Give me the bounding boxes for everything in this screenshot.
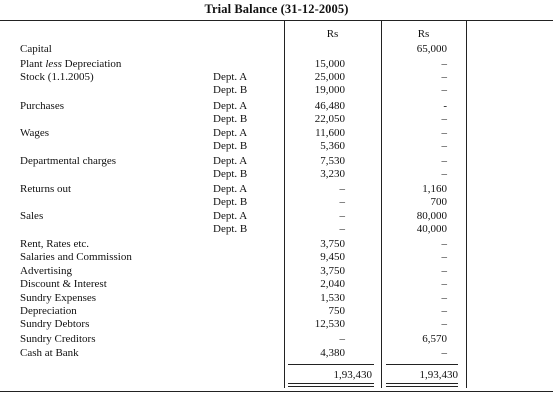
row-credit-amount: - — [443, 100, 447, 112]
row-credit-amount: – — [441, 155, 447, 167]
row-debit-amount: – — [339, 333, 345, 345]
row-debit-amount: 46,480 — [314, 100, 345, 112]
row-debit-amount: – — [339, 183, 345, 195]
row-particulars: Sales — [20, 210, 44, 222]
row-debit-amount: 1,530 — [320, 292, 345, 304]
row-department: Dept. A — [213, 183, 248, 195]
row-credit-amount: – — [441, 127, 447, 139]
row-debit-amount: 25,000 — [314, 71, 345, 83]
totals-bottom-rule-dr-1 — [288, 383, 374, 384]
row-credit-amount: – — [441, 58, 447, 70]
row-credit-amount: – — [441, 305, 447, 317]
row-department: Dept. B — [213, 140, 248, 152]
row-debit-amount: – — [339, 210, 345, 222]
row-debit-amount: 12,530 — [314, 318, 345, 330]
row-debit-amount: 7,530 — [320, 155, 345, 167]
row-debit-amount: 3,750 — [320, 238, 345, 250]
row-credit-amount: 80,000 — [416, 210, 447, 222]
row-department: Dept. B — [213, 168, 248, 180]
totals-top-rule-dr — [288, 364, 374, 365]
dr-column-header: Rs — [326, 28, 339, 40]
row-particulars: Sundry Creditors — [20, 333, 96, 345]
row-department: Dept. B — [213, 196, 248, 208]
row-credit-amount: – — [441, 251, 447, 263]
row-particulars: Sundry Expenses — [20, 292, 97, 304]
row-credit-amount: – — [441, 168, 447, 180]
row-debit-amount: 9,450 — [320, 251, 345, 263]
cr-column-right-rule — [466, 20, 467, 388]
row-debit-amount: – — [339, 196, 345, 208]
row-credit-amount: – — [441, 84, 447, 96]
row-particulars: Plant less Depreciation — [20, 58, 122, 70]
row-department: Dept. B — [213, 84, 248, 96]
row-particulars: Purchases — [20, 100, 64, 112]
row-credit-amount: – — [441, 238, 447, 250]
totals-bottom-rule-cr-2 — [386, 386, 458, 387]
row-debit-amount: 3,230 — [320, 168, 345, 180]
row-particulars: Cash at Bank — [20, 347, 79, 359]
row-debit-amount: 22,050 — [314, 113, 345, 125]
row-particulars: Returns out — [20, 183, 72, 195]
row-particulars: Sundry Debtors — [20, 318, 90, 330]
row-particulars: Advertising — [20, 265, 72, 277]
table-top-rule — [0, 20, 553, 21]
row-particulars: Discount & Interest — [20, 278, 107, 290]
row-debit-amount: 750 — [328, 305, 345, 317]
row-debit-amount: 3,750 — [320, 265, 345, 277]
row-credit-amount: 6,570 — [422, 333, 447, 345]
row-department: Dept. B — [213, 113, 248, 125]
cr-column-header: Rs — [417, 28, 430, 40]
row-credit-amount: – — [441, 292, 447, 304]
row-credit-amount: – — [441, 265, 447, 277]
row-department: Dept. A — [213, 127, 248, 139]
row-credit-amount: 1,160 — [422, 183, 447, 195]
row-particulars: Wages — [20, 127, 50, 139]
row-particulars: Stock (1.1.2005) — [20, 71, 94, 83]
row-debit-amount: 15,000 — [314, 58, 345, 70]
total-cr: 1,93,430 — [419, 369, 458, 381]
row-debit-amount: – — [339, 223, 345, 235]
row-particulars: Departmental charges — [20, 155, 117, 167]
row-credit-amount: 65,000 — [416, 43, 447, 55]
row-particulars: Salaries and Commission — [20, 251, 132, 263]
row-credit-amount: – — [441, 278, 447, 290]
row-particulars: Capital — [20, 43, 52, 55]
row-department: Dept. A — [213, 100, 248, 112]
row-debit-amount: 19,000 — [314, 84, 345, 96]
row-debit-amount: 5,360 — [320, 140, 345, 152]
row-debit-amount: 4,380 — [320, 347, 345, 359]
row-particulars: Depreciation — [20, 305, 77, 317]
row-credit-amount: – — [441, 113, 447, 125]
row-credit-amount: – — [441, 347, 447, 359]
totals-top-rule-cr — [386, 364, 458, 365]
row-credit-amount: – — [441, 71, 447, 83]
totals-bottom-rule-dr-2 — [288, 386, 374, 387]
row-credit-amount: – — [441, 318, 447, 330]
row-credit-amount: – — [441, 140, 447, 152]
row-debit-amount: 11,600 — [315, 127, 345, 139]
row-particulars: Rent, Rates etc. — [20, 238, 90, 250]
row-credit-amount: 40,000 — [416, 223, 447, 235]
row-department: Dept. A — [213, 71, 248, 83]
page-title: Trial Balance (31-12-2005) — [204, 2, 349, 16]
table-bottom-rule — [0, 391, 553, 392]
row-department: Dept. A — [213, 210, 248, 222]
row-department: Dept. A — [213, 155, 248, 167]
row-debit-amount: 2,040 — [320, 278, 345, 290]
row-department: Dept. B — [213, 223, 248, 235]
total-dr: 1,93,430 — [333, 369, 372, 381]
totals-bottom-rule-cr-1 — [386, 383, 458, 384]
row-credit-amount: 700 — [430, 196, 447, 208]
